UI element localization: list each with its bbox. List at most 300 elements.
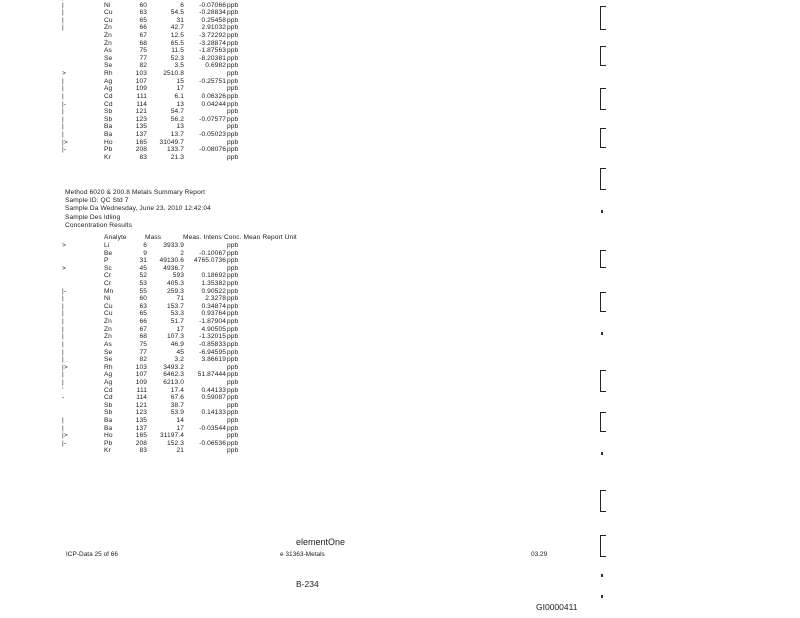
- row-concentration: 0.93764: [201, 310, 226, 318]
- row-mass: 111: [136, 386, 147, 394]
- row-mass: 121: [135, 401, 147, 409]
- row-analyte: As: [104, 47, 112, 55]
- row-unit: ppb: [227, 302, 239, 310]
- row-analyte: Pb: [104, 146, 113, 154]
- row-unit: ppb: [227, 257, 239, 265]
- row-flag: -: [62, 394, 65, 402]
- row-intensity: 3933.9: [163, 242, 184, 249]
- table-row: [60, 146, 320, 154]
- row-mass: 82: [139, 62, 147, 70]
- row-flag: |: [62, 295, 64, 303]
- row-concentration: -0.07066: [199, 1, 226, 9]
- row-intensity: 2: [180, 249, 184, 257]
- row-concentration: 2.91032: [201, 24, 226, 32]
- row-analyte: Pb: [104, 439, 113, 447]
- row-analyte: Zn: [104, 325, 112, 333]
- column-headers: [60, 234, 320, 242]
- table-row: [60, 24, 320, 32]
- row-unit: ppb: [227, 447, 239, 455]
- row-flag: >: [62, 70, 66, 78]
- row-intensity: 17.4: [170, 386, 184, 394]
- edge-bracket: [600, 46, 606, 66]
- row-unit: ppb: [227, 348, 239, 356]
- row-mass: 65: [139, 310, 147, 318]
- sample-id: Sample ID: QC Std 7: [65, 197, 129, 205]
- table-row: [60, 288, 320, 296]
- row-analyte: Ho: [104, 138, 113, 146]
- row-analyte: Ba: [104, 130, 113, 138]
- row-unit: ppb: [227, 272, 239, 280]
- row-flag: |: [62, 378, 64, 386]
- row-concentration: -8.20381: [199, 54, 226, 62]
- row-concentration: -0.05023: [199, 130, 226, 138]
- table-row: [60, 364, 320, 372]
- row-analyte: Sb: [104, 115, 113, 123]
- row-concentration: -0.08076: [199, 146, 226, 154]
- row-analyte: Rh: [104, 70, 113, 78]
- row-unit: ppb: [227, 264, 239, 272]
- col-meas: Meas. Intens Conc. Mean Report Unit: [183, 234, 297, 241]
- table-row: [60, 17, 320, 25]
- table-row: [60, 394, 320, 402]
- row-unit: ppb: [227, 432, 239, 440]
- table-row: [60, 257, 320, 265]
- row-flag: |>: [62, 138, 68, 146]
- row-concentration: 0.04244: [201, 100, 226, 108]
- table-row: [60, 379, 320, 387]
- row-flag: |>: [62, 363, 68, 371]
- row-intensity: 38.7: [170, 401, 184, 409]
- row-unit: ppb: [227, 32, 239, 40]
- row-flag: |: [62, 424, 64, 432]
- row-analyte: Ni: [104, 295, 111, 303]
- row-concentration: 4.90505: [201, 325, 226, 333]
- row-intensity: 14: [176, 417, 184, 425]
- row-analyte: Cd: [104, 100, 113, 108]
- row-intensity: 107.3: [166, 333, 184, 341]
- row-intensity: 54.5: [170, 9, 184, 17]
- table-row: [60, 280, 320, 288]
- row-flag: |-: [62, 100, 67, 108]
- row-analyte: Cr: [104, 280, 112, 288]
- row-intensity: 405.3: [166, 280, 184, 288]
- table-row: [60, 326, 320, 334]
- row-analyte: Zn: [104, 39, 112, 47]
- row-analyte: Ag: [104, 371, 113, 379]
- table-row: [60, 123, 320, 131]
- row-analyte: Se: [104, 348, 113, 356]
- row-concentration: 2.3278: [205, 295, 226, 303]
- edge-bracket: [600, 490, 606, 512]
- row-intensity: 11.5: [171, 47, 184, 55]
- row-mass: 123: [135, 115, 147, 123]
- row-analyte: Be: [104, 249, 113, 257]
- table-row: [60, 447, 320, 455]
- scan-edge-marks: [596, 0, 610, 618]
- row-intensity: 67.6: [170, 394, 184, 402]
- row-intensity: 54.7: [170, 108, 184, 116]
- table-row: [60, 250, 320, 258]
- row-concentration: -0.07577: [199, 115, 226, 123]
- row-unit: ppb: [227, 363, 239, 371]
- row-unit: ppb: [227, 85, 239, 93]
- row-mass: 165: [135, 138, 147, 146]
- report-title: Method 6020 & 200.8 Metals Summary Report: [65, 189, 206, 196]
- row-intensity: 45: [176, 348, 184, 356]
- row-unit: ppb: [227, 77, 239, 85]
- row-intensity: 52.3: [170, 54, 184, 62]
- edge-bracket: [600, 370, 606, 392]
- row-mass: 66: [139, 318, 147, 326]
- row-unit: ppb: [227, 130, 239, 138]
- row-mass: 63: [139, 302, 147, 310]
- row-analyte: Ni: [104, 1, 111, 9]
- row-mass: 83: [139, 447, 147, 455]
- edge-bracket: [600, 168, 606, 190]
- row-mass: 107: [135, 77, 147, 85]
- table-row: [60, 2, 320, 10]
- row-analyte: Rh: [104, 363, 113, 371]
- row-concentration: 1.35382: [201, 280, 226, 288]
- row-unit: ppb: [227, 9, 239, 17]
- row-concentration: 4765.0736: [193, 257, 226, 265]
- table-row: [60, 356, 320, 364]
- row-intensity: 51.7: [170, 318, 184, 326]
- row-mass: 60: [139, 1, 147, 9]
- row-mass: 83: [139, 153, 147, 161]
- row-analyte: Se: [104, 356, 113, 364]
- page-number: B-234: [296, 579, 319, 589]
- row-intensity: 12.5: [170, 32, 184, 40]
- row-flag: |: [62, 310, 64, 318]
- edge-dot: [601, 210, 603, 213]
- row-analyte: Cu: [104, 9, 113, 17]
- row-analyte: Ba: [104, 424, 113, 432]
- row-intensity: 3.5: [174, 62, 184, 70]
- row-analyte: Li: [104, 242, 110, 249]
- row-concentration: 0.6982: [205, 62, 226, 70]
- row-intensity: 31049.7: [159, 138, 184, 146]
- row-mass: 111: [136, 92, 147, 100]
- row-mass: 208: [135, 439, 147, 447]
- row-intensity: 3.2: [174, 356, 184, 364]
- row-flag: |: [62, 333, 64, 341]
- row-concentration: -0.10067: [199, 249, 226, 257]
- table-row: [60, 310, 320, 318]
- row-unit: ppb: [227, 138, 239, 146]
- row-intensity: 17: [176, 424, 184, 432]
- row-concentration: 0.90522: [201, 287, 226, 295]
- table-row: [60, 242, 320, 250]
- row-unit: ppb: [227, 47, 239, 55]
- edge-dot: [601, 574, 603, 577]
- row-mass: 165: [135, 432, 147, 440]
- row-intensity: 17: [176, 325, 184, 333]
- row-unit: ppb: [227, 295, 239, 303]
- row-unit: ppb: [227, 310, 239, 318]
- table-row: [60, 440, 320, 448]
- row-unit: ppb: [227, 16, 239, 24]
- row-intensity: 46.9: [170, 340, 184, 348]
- row-analyte: Cu: [104, 310, 113, 318]
- row-analyte: Cd: [104, 386, 113, 394]
- table-row: [60, 93, 320, 101]
- row-intensity: 259.3: [166, 287, 184, 295]
- table-row: [60, 32, 320, 40]
- row-mass: 75: [139, 47, 147, 55]
- row-analyte: Zn: [104, 24, 112, 32]
- row-mass: 31: [139, 257, 147, 265]
- row-unit: ppb: [227, 39, 239, 47]
- row-flag: |-: [62, 146, 67, 154]
- row-unit: ppb: [227, 401, 239, 409]
- table-row: [60, 425, 320, 433]
- table-row: [60, 341, 320, 349]
- row-intensity: 71: [176, 295, 184, 303]
- row-mass: 103: [135, 70, 147, 78]
- row-analyte: Sb: [104, 108, 113, 116]
- edge-bracket: [600, 412, 606, 432]
- row-intensity: 6.1: [174, 92, 184, 100]
- row-intensity: 53.9: [170, 409, 184, 417]
- row-unit: ppb: [227, 108, 239, 116]
- edge-dot: [601, 332, 603, 335]
- row-unit: ppb: [227, 318, 239, 326]
- row-mass: 6: [143, 242, 147, 249]
- row-concentration: -3.28874: [199, 39, 226, 47]
- row-analyte: P: [104, 257, 109, 265]
- row-flag: |: [62, 325, 64, 333]
- results-table-top: [60, 0, 320, 161]
- table-row: [60, 131, 320, 139]
- table-row: [60, 295, 320, 303]
- row-concentration: 3.86619: [201, 356, 226, 364]
- row-unit: ppb: [227, 424, 239, 432]
- row-concentration: 0.44133: [201, 386, 226, 394]
- row-unit: ppb: [227, 386, 239, 394]
- row-analyte: Cd: [104, 92, 113, 100]
- row-analyte: Ba: [104, 123, 113, 131]
- row-analyte: Zn: [104, 333, 112, 341]
- edge-dot: [601, 452, 603, 455]
- table-row: [60, 154, 320, 162]
- row-unit: ppb: [227, 70, 239, 78]
- row-concentration: 0.06326: [201, 92, 226, 100]
- sample-description: Sample Des Idling: [65, 213, 121, 221]
- row-mass: 77: [139, 348, 147, 356]
- row-mass: 107: [135, 371, 147, 379]
- section-title: Concentration Results: [65, 221, 132, 229]
- bates-number: GI0000411: [536, 602, 578, 612]
- row-mass: 9: [143, 249, 147, 257]
- row-flag: |: [62, 123, 64, 131]
- row-unit: ppb: [227, 153, 239, 161]
- row-mass: 66: [139, 24, 147, 32]
- row-mass: 114: [136, 100, 147, 108]
- row-unit: ppb: [227, 54, 239, 62]
- row-mass: 121: [135, 108, 147, 116]
- row-mass: 68: [139, 39, 147, 47]
- row-unit: ppb: [227, 371, 239, 379]
- row-unit: ppb: [227, 417, 239, 425]
- edge-dot: [601, 595, 603, 598]
- row-unit: ppb: [227, 115, 239, 123]
- row-analyte: Zn: [104, 318, 112, 326]
- row-mass: 55: [139, 287, 147, 295]
- row-mass: 75: [139, 340, 147, 348]
- row-intensity: 13: [176, 100, 184, 108]
- table-row: [60, 62, 320, 70]
- row-intensity: 65.5: [170, 39, 184, 47]
- row-analyte: Cu: [104, 302, 113, 310]
- row-mass: 137: [135, 130, 147, 138]
- row-unit: ppb: [227, 409, 239, 417]
- row-mass: 77: [139, 54, 147, 62]
- row-concentration: 51.87444: [197, 371, 226, 379]
- row-flag: ': [62, 386, 64, 394]
- row-flag: |: [62, 108, 64, 116]
- table-row: [60, 40, 320, 48]
- row-concentration: -0.06536: [199, 439, 226, 447]
- footer-right-code: 03.29: [531, 551, 548, 558]
- footer-center-code: e 31363-Metals: [280, 551, 325, 558]
- row-intensity: 31197.4: [159, 432, 184, 440]
- row-intensity: 31: [176, 16, 184, 24]
- row-flag: |: [62, 9, 64, 17]
- table-row: [60, 78, 320, 86]
- brand-logo-text: elementOne: [296, 537, 346, 547]
- row-intensity: 152.3: [166, 439, 184, 447]
- row-concentration: -3.72292: [199, 32, 226, 40]
- edge-bracket: [600, 128, 606, 148]
- row-flag: |: [62, 318, 64, 326]
- table-row: [60, 349, 320, 357]
- row-intensity: 49130.6: [159, 257, 184, 265]
- row-analyte: Cr: [104, 272, 112, 280]
- row-intensity: 2510.8: [163, 70, 184, 78]
- table-row: [60, 55, 320, 63]
- row-mass: 137: [135, 424, 147, 432]
- table-row: [60, 9, 320, 17]
- row-unit: ppb: [227, 333, 239, 341]
- row-intensity: 133.7: [166, 146, 184, 154]
- table-row: [60, 85, 320, 93]
- row-mass: 109: [135, 85, 147, 93]
- table-row: [60, 116, 320, 124]
- row-flag: |: [62, 1, 64, 9]
- row-mass: 60: [139, 295, 147, 303]
- table-row: [60, 371, 320, 379]
- row-mass: 135: [135, 417, 147, 425]
- table-row: [60, 272, 320, 280]
- row-mass: 103: [135, 363, 147, 371]
- row-intensity: 21: [176, 447, 184, 455]
- row-analyte: As: [104, 340, 112, 348]
- row-intensity: 6213.0: [163, 378, 184, 386]
- row-unit: ppb: [227, 24, 239, 32]
- row-mass: 68: [139, 333, 147, 341]
- table-row: [60, 409, 320, 417]
- row-analyte: Mn: [104, 287, 114, 295]
- row-analyte: Zn: [104, 32, 112, 40]
- row-intensity: 17: [176, 85, 184, 93]
- table-row: [60, 70, 320, 78]
- table-row: [60, 318, 320, 326]
- row-concentration: 0.34874: [201, 302, 226, 310]
- row-concentration: 0.14133: [201, 409, 226, 417]
- row-analyte: Ag: [104, 85, 113, 93]
- row-unit: ppb: [227, 100, 239, 108]
- row-mass: 53: [139, 280, 147, 288]
- row-analyte: Ag: [104, 378, 113, 386]
- row-unit: ppb: [227, 340, 239, 348]
- table-row: [60, 101, 320, 109]
- edge-bracket: [600, 6, 606, 30]
- row-concentration: -6.94595: [199, 348, 226, 356]
- row-intensity: 42.7: [170, 24, 184, 32]
- row-intensity: 13.7: [170, 130, 184, 138]
- row-analyte: Cd: [104, 394, 113, 402]
- row-analyte: Sc: [104, 264, 112, 272]
- table-row: [60, 47, 320, 55]
- row-mass: 67: [139, 325, 147, 333]
- row-analyte: Cu: [104, 16, 113, 24]
- row-flag: |: [62, 417, 64, 425]
- row-intensity: 21.3: [170, 153, 184, 161]
- row-unit: ppb: [227, 394, 239, 402]
- row-mass: 123: [135, 409, 147, 417]
- row-analyte: Se: [104, 54, 113, 62]
- sample-date: Sample Da Wednesday, June 23, 2010 12:42:04: [65, 205, 211, 213]
- row-concentration: -1.32015: [199, 333, 226, 341]
- row-flag: >: [62, 242, 66, 249]
- row-unit: ppb: [227, 378, 239, 386]
- row-intensity: 56.2: [170, 115, 184, 123]
- row-concentration: 0.18692: [201, 272, 226, 280]
- row-unit: ppb: [227, 249, 239, 257]
- row-unit: ppb: [227, 439, 239, 447]
- row-intensity: 15: [176, 77, 184, 85]
- row-flag: |-: [62, 287, 67, 295]
- row-analyte: Ba: [104, 417, 113, 425]
- table-row: [60, 333, 320, 341]
- row-unit: ppb: [227, 287, 239, 295]
- footer-left-code: ICP-Data 25 of 66: [66, 551, 119, 558]
- row-flag: |: [62, 340, 64, 348]
- row-flag: |: [62, 16, 64, 24]
- row-mass: 63: [139, 9, 147, 17]
- row-flag: |-: [62, 439, 67, 447]
- row-flag: >: [62, 264, 66, 272]
- edge-bracket: [600, 292, 606, 312]
- row-mass: 135: [135, 123, 147, 131]
- table-row: [60, 139, 320, 147]
- row-intensity: 13: [176, 123, 184, 131]
- edge-bracket: [600, 250, 606, 268]
- row-intensity: 6: [180, 1, 184, 9]
- row-mass: 52: [139, 272, 147, 280]
- row-concentration: 0.59087: [201, 394, 226, 402]
- row-intensity: 6462.3: [163, 371, 184, 379]
- row-flag: |: [62, 130, 64, 138]
- row-unit: ppb: [227, 242, 239, 249]
- row-flag: |: [62, 348, 64, 356]
- row-analyte: Ag: [104, 77, 113, 85]
- col-mass: Mass: [145, 234, 162, 241]
- row-intensity: 3493.2: [163, 363, 184, 371]
- row-unit: ppb: [227, 280, 239, 288]
- row-flag: |: [62, 77, 64, 85]
